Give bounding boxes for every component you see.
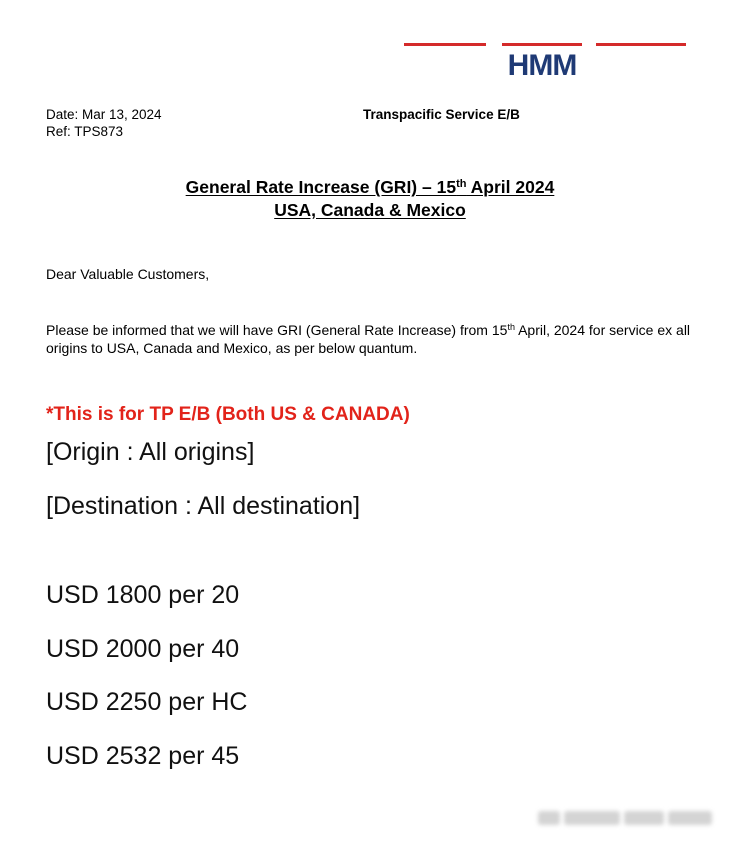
salutation: Dear Valuable Customers, xyxy=(46,266,210,282)
destination-text: [Destination : All destination] xyxy=(46,492,361,520)
blurred-watermark xyxy=(538,806,718,830)
date-text: Date: Mar 13, 2024 xyxy=(46,107,162,122)
title-line-2: USA, Canada & Mexico xyxy=(274,200,466,220)
rate-line: USD 2000 per 40 xyxy=(46,635,240,663)
scope-notice: *This is for TP E/B (Both US & CANADA) xyxy=(46,404,410,425)
rate-line: USD 1800 per 20 xyxy=(46,581,240,609)
rate-line: USD 2250 per HC xyxy=(46,688,248,716)
body-paragraph: Please be informed that we will have GRI (General Rate Increase) from 15th April, 2024 for service ex all origins to USA, Canada and Mexico, as per below quantum. xyxy=(46,322,691,356)
ref-text: Ref: TPS873 xyxy=(46,124,124,139)
title-line-1: General Rate Increase (GRI) – 15th April 2024 xyxy=(185,177,555,197)
logo-wordmark: HMM xyxy=(507,49,577,82)
document-title xyxy=(0,176,740,222)
service-name: Transpacific Service E/B xyxy=(363,107,520,122)
origin-text: [Origin : All origins] xyxy=(46,438,255,466)
rate-line: USD 2532 per 45 xyxy=(46,742,240,770)
header-meta xyxy=(46,106,162,140)
hmm-logo xyxy=(404,38,688,82)
